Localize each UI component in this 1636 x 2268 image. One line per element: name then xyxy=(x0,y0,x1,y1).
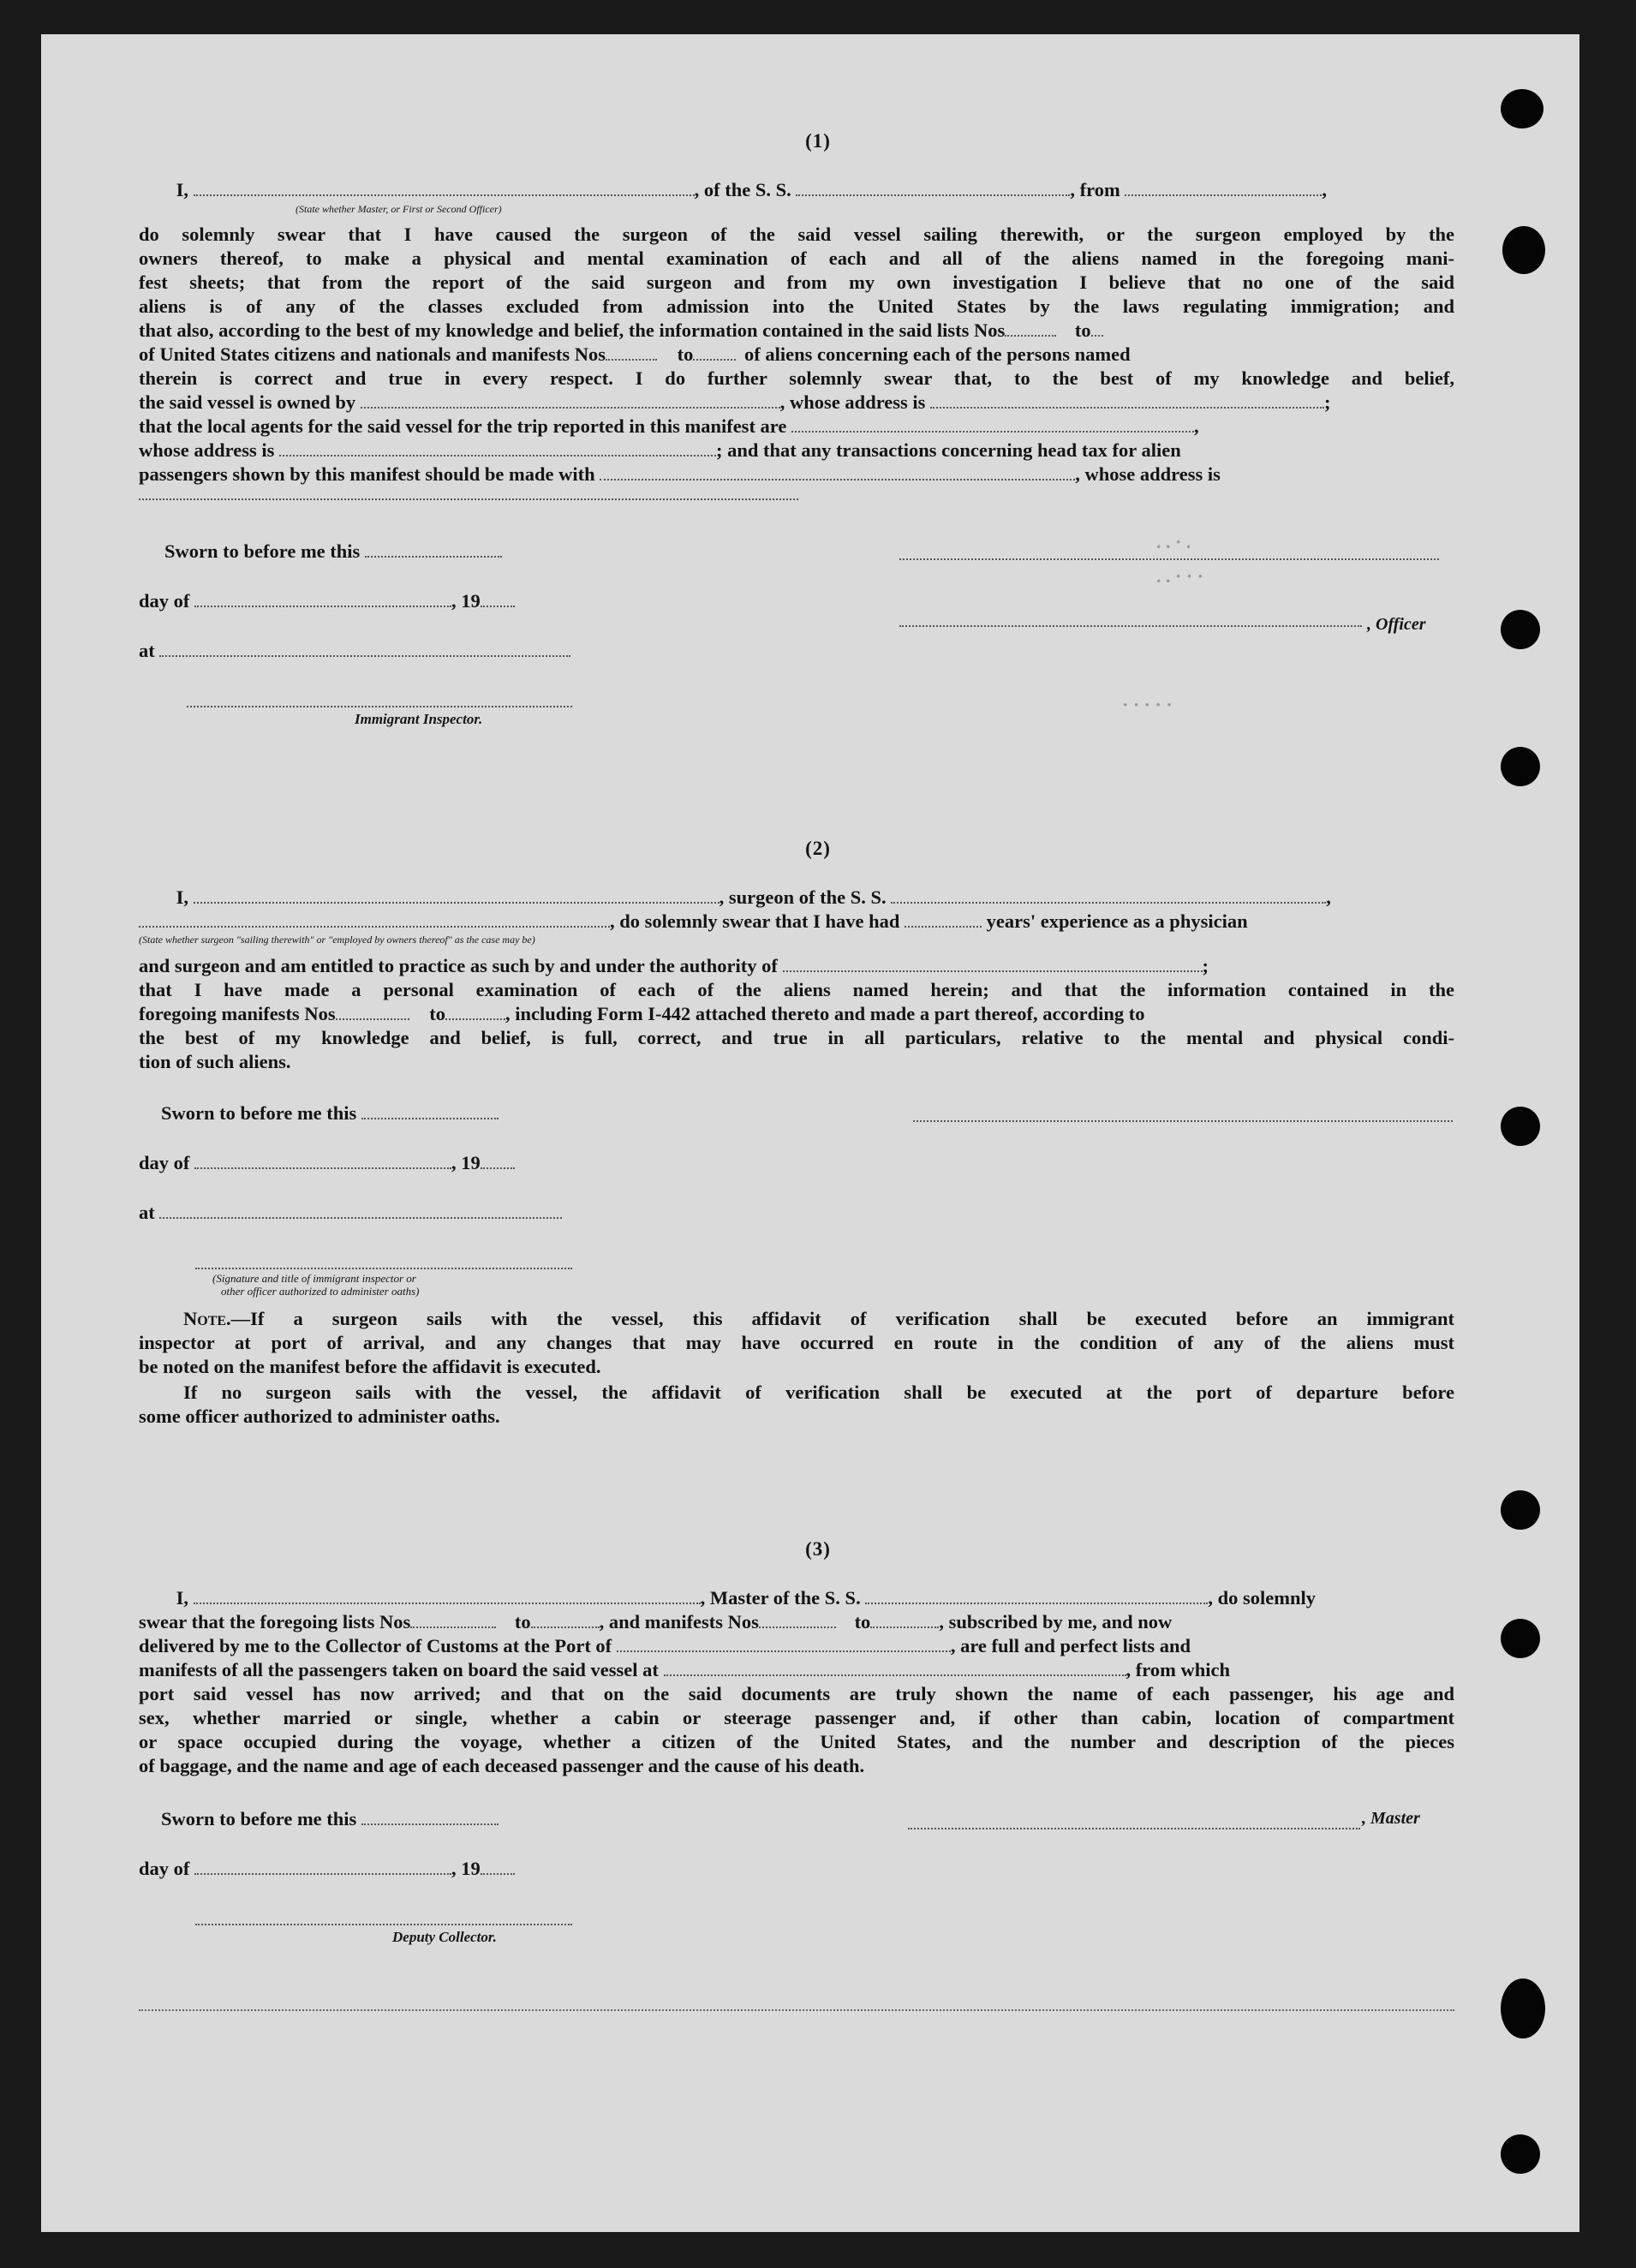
s2-signature-field[interactable] xyxy=(913,1119,1453,1122)
s2-day-of: day of , 19 xyxy=(139,1151,618,1175)
master-name-field[interactable] xyxy=(194,1587,701,1604)
s2-sworn: Sworn to before me this xyxy=(161,1101,606,1125)
note-line-3: be noted on the manifest before the affidavit is executed. xyxy=(139,1356,601,1377)
s3-lists-from-field[interactable] xyxy=(410,1611,496,1628)
note-line-1: Note.—If a surgeon sails with the vessel, this affidavit of verification shall be executed before an immigrant xyxy=(183,1308,1454,1329)
vessel-name-field[interactable] xyxy=(796,179,1070,196)
practice-authority-field[interactable] xyxy=(783,955,1203,972)
s1-signature-field[interactable] xyxy=(899,557,1439,560)
s2-line-4: that I have made a personal examination of each of the aliens named herein; and that the information contained in the xyxy=(139,979,1454,1000)
s1-line-10: that the local agents for the said vessel for the trip reported in this manifest are , xyxy=(139,415,1199,437)
s2-year-field[interactable] xyxy=(481,1152,515,1169)
s3-line-1: I, , Master of the S. S. , do solemnly xyxy=(176,1587,1316,1608)
punch-hole xyxy=(1501,1107,1540,1146)
s1-line-4: fest sheets; that from the report of the said surgeon and from my own investigation I believe that no one of the said xyxy=(139,272,1454,293)
note-line-5: some officer authorized to administer oaths. xyxy=(139,1406,500,1427)
s1-line-3: owners thereof, to make a physical and mental examination of each and all of the aliens named in the foregoing mani- xyxy=(139,248,1454,269)
s3-line-2: swear that the foregoing lists Nos to , and manifests Nos to , subscribed by me, and now xyxy=(139,1611,1173,1632)
immigrant-inspector-label: Immigrant Inspector. xyxy=(355,711,483,727)
bleed-through-marks: . . · . xyxy=(1156,531,1191,552)
section-1-number: (1) xyxy=(805,130,831,152)
s3-line-4: manifests of all the passengers taken on board the said vessel at , from which xyxy=(139,1659,1230,1680)
s1-line-2: do solemnly swear that I have caused the surgeon of the said vessel sailing therewith, or the surgeon employed by the xyxy=(139,224,1454,245)
s1-day-of: day of , 19 xyxy=(139,589,618,613)
s2-at: at xyxy=(139,1201,618,1225)
master-label: , Master xyxy=(1362,1809,1420,1828)
s3-line-8: of baggage, and the name and age of each deceased passenger and the cause of his death. xyxy=(139,1755,865,1776)
bottom-divider xyxy=(139,2009,1454,2011)
port-from-field[interactable] xyxy=(1125,179,1322,196)
punch-hole xyxy=(1501,747,1540,786)
signature-title-note-2: other officer authorized to administer oaths) xyxy=(221,1285,420,1298)
punch-hole xyxy=(1501,1619,1540,1658)
s2-line-3: and surgeon and am entitled to practice as such by and under the authority of ; xyxy=(139,955,1209,976)
s1-line-11: whose address is ; and that any transactions concerning head tax for alien xyxy=(139,439,1181,461)
punch-hole xyxy=(1501,2134,1540,2174)
s2-line-1: I, , surgeon of the S. S. , xyxy=(176,886,1331,908)
manifests-nos-to-field[interactable] xyxy=(693,343,736,361)
s2-inspector-signature-field[interactable] xyxy=(195,1266,572,1269)
s1-line-1: I, , of the S. S. , from , xyxy=(176,179,1327,200)
officer-name-field[interactable] xyxy=(194,179,695,196)
s3-line-3: delivered by me to the Collector of Customs at the Port of , are full and perfect lists and xyxy=(139,1635,1191,1656)
s3-manifests-from-field[interactable] xyxy=(759,1611,836,1628)
s3-manifests-to-field[interactable] xyxy=(870,1611,939,1628)
officer-label: , Officer xyxy=(1367,615,1426,634)
punch-hole xyxy=(1502,226,1545,274)
s3-line-6: sex, whether married or single, whether a cabin or steerage passenger and, if other than cabin, location of compartment xyxy=(139,1707,1454,1728)
s3-sworn: Sworn to before me this xyxy=(161,1807,606,1831)
embark-port-field[interactable] xyxy=(664,1659,1126,1676)
punch-hole xyxy=(1501,89,1543,128)
s3-sworn-date-field[interactable] xyxy=(361,1808,499,1825)
surgeon-status-note: (State whether surgeon "sailing therewith" or "employed by owners thereof" as the case may be) xyxy=(139,934,535,946)
s3-year-field[interactable] xyxy=(481,1858,515,1875)
section-3-number: (3) xyxy=(805,1538,831,1560)
s3-line-7: or space occupied during the voyage, whether a citizen of the United States, and the number and description of the pieces xyxy=(139,1731,1454,1752)
bleed-through-marks: . . · · · xyxy=(1156,565,1204,587)
s1-line-6: that also, according to the best of my knowledge and belief, the information contained in the said lists Nos to xyxy=(139,319,1454,343)
s2-line-6: the best of my knowledge and belief, is full, correct, and true in all particulars, relative to the mental and physical condi- xyxy=(139,1027,1454,1048)
s1-line-5: aliens is of any of the classes excluded from admission into the United States by the laws regulating immigration; and xyxy=(139,295,1454,317)
s1-sworn-date-field[interactable] xyxy=(365,540,502,558)
officer-title-note: (State whether Master, or First or Second Officer) xyxy=(296,203,502,215)
s3-collector-signature-field[interactable] xyxy=(195,1922,572,1925)
s2-manifests-to-field[interactable] xyxy=(445,1003,505,1020)
s2-vessel-field[interactable] xyxy=(891,886,1326,904)
head-tax-party-field[interactable] xyxy=(600,463,1075,480)
signature-title-note-1: (Signature and title of immigrant inspector or xyxy=(212,1272,416,1285)
s3-lists-to-field[interactable] xyxy=(531,1611,600,1628)
s1-at-field[interactable] xyxy=(159,640,570,657)
surgeon-name-field[interactable] xyxy=(194,886,719,904)
s3-master-signature-field[interactable] xyxy=(908,1826,1360,1829)
s2-manifests-from-field[interactable] xyxy=(336,1003,409,1020)
punch-hole xyxy=(1501,1490,1540,1530)
s1-officer-signature-field[interactable] xyxy=(899,624,1362,627)
bleed-through-marks: · · · · · xyxy=(1122,694,1173,715)
collector-port-field[interactable] xyxy=(617,1635,951,1652)
s1-line-12: passengers shown by this manifest should be made with , whose address is xyxy=(139,463,1221,485)
section-2-number: (2) xyxy=(805,838,831,859)
s3-line-5: port said vessel has now arrived; and that on the said documents are truly shown the name of each passenger, his age and xyxy=(139,1683,1454,1704)
s1-inspector-signature-field[interactable] xyxy=(187,704,572,707)
s1-at: at xyxy=(139,639,618,663)
s1-year-field[interactable] xyxy=(481,590,515,607)
s1-day-field[interactable] xyxy=(194,590,451,607)
s1-sworn: Sworn to before me this xyxy=(164,540,610,564)
owner-address-field[interactable] xyxy=(930,391,1324,409)
surgeon-status-field[interactable] xyxy=(139,910,610,928)
note-line-2: inspector at port of arrival, and any changes that may have occurred en route in the condition of any of the aliens must xyxy=(139,1332,1454,1353)
note-line-4: If no surgeon sails with the vessel, the affidavit of verification shall be executed at the port of departure before xyxy=(183,1382,1454,1403)
s2-sworn-date-field[interactable] xyxy=(361,1102,499,1119)
lists-nos-from-field[interactable] xyxy=(1005,319,1056,337)
s1-line-8: therein is correct and true in every respect. I do further solemnly swear that, to the best of my knowledge and belief, xyxy=(139,367,1454,389)
punch-hole xyxy=(1501,610,1540,649)
local-agents-field[interactable] xyxy=(791,415,1194,433)
s3-vessel-field[interactable] xyxy=(865,1587,1208,1604)
s3-day-field[interactable] xyxy=(194,1858,451,1875)
lists-nos-to-field[interactable] xyxy=(1091,319,1103,337)
s1-line-7: of United States citizens and nationals and manifests Nos to of aliens concerning each of the persons named xyxy=(139,343,1131,365)
s3-day-of: day of , 19 xyxy=(139,1857,618,1881)
s2-line-2: , do solemnly swear that I have had years' experience as a physician xyxy=(139,910,1454,934)
owner-field[interactable] xyxy=(361,391,780,409)
manifests-nos-from-field[interactable] xyxy=(606,343,657,361)
head-tax-address-field[interactable] xyxy=(139,497,798,500)
s2-line-5: foregoing manifests Nos to , including Form I-442 attached thereto and made a part thereof, according to xyxy=(139,1003,1145,1024)
years-experience-field[interactable] xyxy=(905,910,982,928)
s1-line-9: the said vessel is owned by , whose address is ; xyxy=(139,391,1331,413)
agents-address-field[interactable] xyxy=(279,439,716,457)
s2-at-field[interactable] xyxy=(159,1202,562,1219)
s2-line-7: tion of such aliens. xyxy=(139,1051,291,1072)
punch-hole xyxy=(1501,1979,1545,2038)
deputy-collector-label: Deputy Collector. xyxy=(392,1929,497,1945)
s2-day-field[interactable] xyxy=(194,1152,451,1169)
